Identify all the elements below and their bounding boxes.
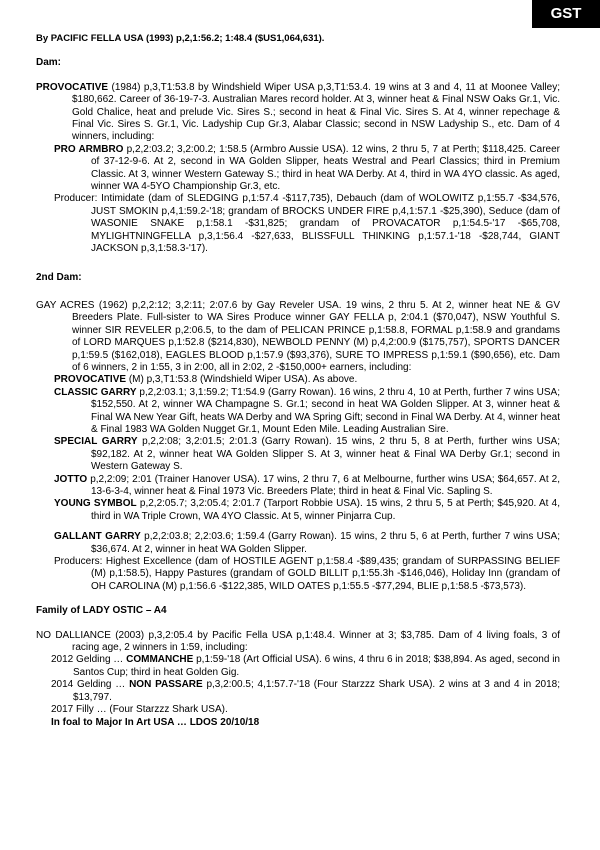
- progeny-text: p,2,2:03.1; 3,1:59.2; T1:54.9 (Garry Rowan). 16 wins, 2 thru 4, 10 at Perth, further 7 wins USA; $152,550. At 2, winner WA Champagne S. Gr.1; second in heat WA Golden Slipper. At 3, winner heat & Final WA New Year Gift, heats WA Derby and WA Spring Gift; second in Final WA Derby. At 4, winner heat & Final 1983 WA Golden Nugget Gr.1, Mount Eden Mile. Leading Australian Sire.: [91, 386, 561, 435]
- progeny-text: p,2,2:05.7; 3,2:05.4; 2:01.7 (Tarport Robbie USA). 15 wins, 2 thru 5, 5 at Perth; $45,920. At 4, third in WA Triple Crown, WA 4YO Classic. At 5, winner Pinjarra Cup.: [91, 498, 560, 522]
- progeny-name: PRO ARMBRO: [54, 143, 124, 155]
- foal-text: p,1:59-'18 (Art Official USA). 6 wins, 4 thru 6 in 2018; $38,894. As aged, second in Santos Cup; third in heat Golden Gig.: [73, 654, 560, 678]
- foal-prefix: 2014 Gelding …: [51, 679, 130, 691]
- pedigree-page: [36, 33, 560, 729]
- foal-entry: [36, 704, 560, 716]
- page-code-badge: GST: [532, 0, 600, 28]
- foal-name: COMMANCHE: [126, 654, 194, 666]
- second-dam-heading: 2nd Dam:: [36, 271, 82, 283]
- second-dam-progeny-entry: [36, 374, 560, 386]
- second-dam-progeny-entry: [36, 498, 560, 523]
- progeny-text: p,2,2:03.2; 3,2:00.2; 1:58.5 (Armbro Aussie USA). 12 wins, 2 thru 5, 7 at Perth; $118,425. Career of 37-12-9-6. At 2, second in WA Golden Slipper, heats Westral and Pearl Classics; third in Premium Classic. At 3, winner Western Gateway S.; third in heat WA Derby. At 4, third in WA 4YO classic. As aged, winner WA 4-5YO Championship Gr.3, etc.: [91, 143, 560, 193]
- foal-prefix: 2012 Gelding …: [51, 654, 127, 666]
- foal-entry: [36, 654, 560, 679]
- family-dam-text: (2003) p,3,2:05.4 by Pacific Fella USA p,1:48.4. Winner at 3; $3,785. Dam of 4 living foals, 3 of racing age, 2 winners in 1:59, including:: [72, 629, 561, 654]
- progeny-text: p,2,2:09; 2:01 (Trainer Hanover USA). 17 wins, 2 thru 7, 6 at Melbourne, further wins USA; $64,657. At 2, 13-6-3-4, winner heat & Final 1973 Vic. Breeders Plate; third in heat & Final Vic. Sapling S.: [87, 473, 560, 497]
- sire-line: By PACIFIC FELLA USA (1993) p,2,1:56.2; 1:48.4 ($US1,064,631).: [36, 33, 325, 44]
- foal-entry: [36, 679, 560, 704]
- second-dam-text: (1962) p,2,2:12; 3,2:11; 2:07.6 by Gay Reveler USA. 19 wins, 2 thru 5. At 2, winner heat NE & GV Breeders Plate. Full-sister to WA Sires Produce winner GAY FELLA p, 2:04.1 ($70,047), NSW Youthful S. winner SIR REVELER p,2:06.5, to the dam of PELICAN PRINCE p,1:58.8, FORMAL p,1:58.9 and grandams of LORD MARQUES p,1:52.8 ($214,830), NEWBOLD PENNY (M) p,4,2:00.9 ($175,757), SPORTS DANCER p,1:59.5 ($162,018), EAGLES BLOOD p,1:57.9 ($93,376), SURE TO IMPRESS p,1:59.1 ($90,656), etc. Dam of 6 winners, 2 in 1:55, 3 in 2:00, all in 2:02, 2 -$150,000+ earners, including:: [72, 299, 561, 373]
- progeny-name: PROVOCATIVE: [54, 374, 127, 386]
- second-dam-progeny-entry: [36, 531, 560, 556]
- second-dam-progeny-entry: [36, 436, 560, 473]
- dam-text: (1984) p,3,T1:53.8 by Windshield Wiper USA p,3,T1:53.4. 19 wins at 3 and 4, 11 at Moonee Valley; $180,662. Career of 36-19-7-3. Australian Mares record holder. At 3, winner heat & Final NSW Oaks Gr.1, Vic. Gold Chalice, heat and prelude Vic. Sires S.; second in heat & Final Vic. Sires S. At 4, winner repechage & Final Vic. Sires S. Gr.1, Vic. Ladyship Cup Gr.3, Alabar Classic; second in NSW Ladyship S., etc. Dam of 4 winners, including:: [72, 81, 560, 143]
- progeny-name: GALLANT GARRY: [54, 531, 141, 543]
- progeny-name: JOTTO: [54, 473, 88, 485]
- foal-text: p,3,2:00.5; 4,1:57.7-'18 (Four Starzzz Shark USA). 2 wins at 3 and 4 in 2018; $13,797.: [73, 679, 560, 703]
- second-dam-progeny-entry: [36, 387, 560, 437]
- family-dam-name: NO DALLIANCE: [36, 629, 111, 641]
- progeny-name: CLASSIC GARRY: [54, 386, 137, 398]
- progeny-text: p,2,2:03.8; 2,2:03.6; 1:59.4 (Garry Rowan). 15 wins, 2 thru 5, 6 at Perth, further 7 wins USA; $36,674. At 2, winner in heat WA Golden Slipper.: [91, 531, 560, 555]
- dam-producer-line: Producer: Intimidate (dam of SLEDGING p,1:57.4 -$117,735), Debauch (dam of WOLOWITZ p,1:55.7 -$34,576, JUST SMOKIN p,4,1:59.2-'18; grandam of BROCKS UNDER FIRE p,4,1:57.1 -$25,390), Seduce (dam of WASONIE SNAKE p,1:58.1 -$31,825; grandam of PROVACATOR p,1:54.5-'17 -$65,708, MYLIGHTNINGFELLA p,3,1:56.4 -$27,633, BLISSFULL THINKING p,1:57.1-'18 -$28,744, GIANT JACKSON p,3,1:58.3-'17).: [54, 193, 560, 255]
- progeny-name: YOUNG SYMBOL: [54, 498, 137, 510]
- foal-text: (Four Starzzz Shark USA).: [109, 704, 228, 716]
- progeny-text: (M) p,3,T1:53.8 (Windshield Wiper USA). As above.: [126, 374, 358, 386]
- dam-heading: Dam:: [36, 57, 62, 69]
- second-dam-name: GAY ACRES: [36, 299, 95, 311]
- second-dam-progeny-entry: [36, 474, 560, 499]
- progeny-name: SPECIAL GARRY: [54, 436, 138, 448]
- foal-prefix: 2017 Filly …: [51, 704, 110, 716]
- in-foal-line: In foal to Major In Art USA … LDOS 20/10/18: [51, 716, 260, 728]
- foal-name: NON PASSARE: [129, 679, 203, 691]
- second-dam-producer-line: Producers: Highest Excellence (dam of HOSTILE AGENT p,1:58.4 -$89,435; grandam of SURPASSING BELIEF (M) p,1:58.5), Happy Pastures (grandam of GOLD BILLIT p,1:55.3h -$146,046), Holiday Inn (grandam of OH CAROLINA (M) p,1:56.6 -$122,385, WILD OATES p,1:55.5 -$77,294, BLIE p,1:58.5 -$73,573).: [54, 556, 560, 592]
- second-dam-entry: [36, 300, 560, 374]
- progeny-text: p,2,2:08; 3,2:01.5; 2:01.3 (Garry Rowan). 15 wins, 2 thru 5, 8 at Perth, further wins USA; $92,182. At 2, winner heat WA Golden Slipper S. At 3, winner heat & Final WA Derby Gr.1; second in Western Gateway S.: [91, 436, 561, 473]
- dam-entry: [36, 82, 560, 144]
- dam-name: PROVOCATIVE: [36, 81, 109, 93]
- family-heading: Family of LADY OSTIC – A4: [36, 605, 167, 617]
- dam-progeny-entry: [36, 144, 560, 194]
- family-entry: [36, 630, 560, 655]
